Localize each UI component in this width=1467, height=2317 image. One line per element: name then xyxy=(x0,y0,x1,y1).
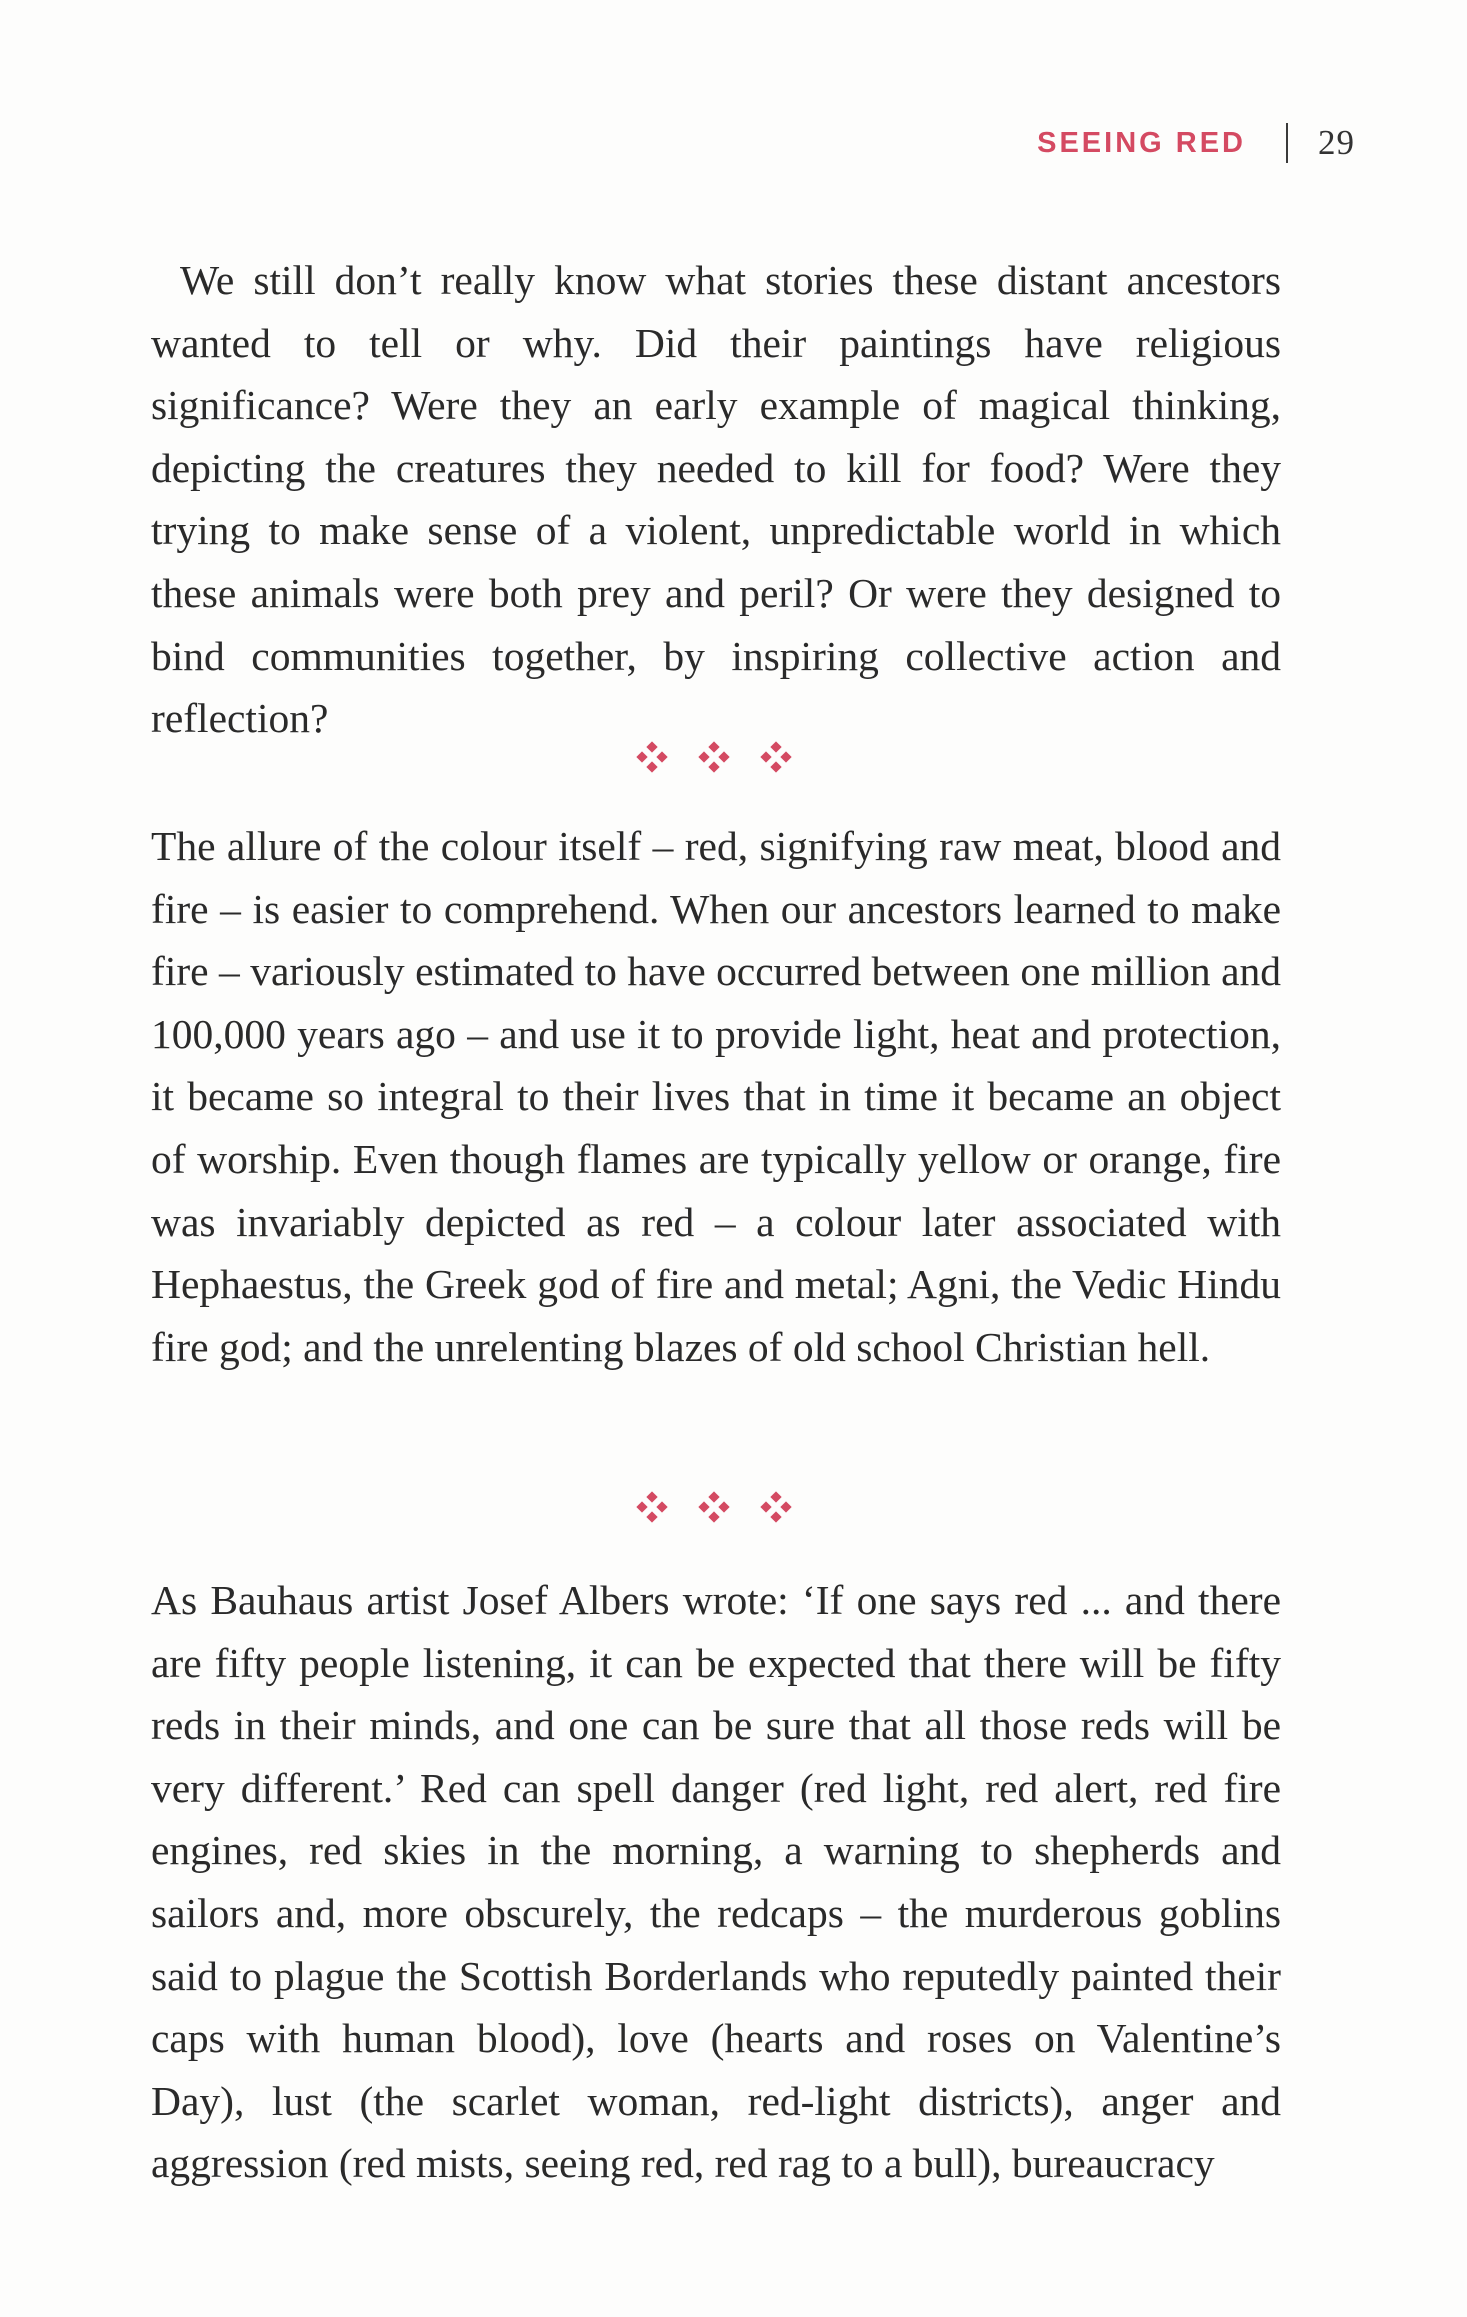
fleuron-icon xyxy=(696,1489,732,1525)
page-number: 29 xyxy=(1318,123,1355,162)
paragraph-3: As Bauhaus artist Josef Albers wrote: ‘If one says red ... and there are fifty people listening, it can be expected that there will be fifty reds in their minds, and one can be sure that all those reds will be very different.’ Red can spell danger (red light, red alert, red fire engines, red skies in the morning, a warning to shepherds and sailors and, more obscurely, the redcaps – the murderous goblins said to plague the Scottish Borderlands who reputedly painted their caps with human blood), love (hearts and roses on Valentine’s Day), lust (the scarlet woman, red-light districts), anger and aggression (red mists, seeing red, red rag to a bull), bureaucracy xyxy=(151,1577,1281,2187)
running-head xyxy=(1037,118,1355,168)
paragraph-1: We still don’t really know what stories these distant ancestors wanted to tell or why. Did their paintings have religious significance? Were they an early example of magical thinking, depicting the creatures they needed to kill for food? Were they trying to make sense of a violent, unpredictable world in which these animals were both prey and peril? Or were they designed to bind communities together, by inspiring collective action and reflection? xyxy=(151,257,1281,742)
section-break-ornament xyxy=(634,737,794,777)
section-title: SEEING RED xyxy=(1037,126,1246,159)
section-break-ornament xyxy=(634,1487,794,1527)
paragraph-2: The allure of the colour itself – red, signifying raw meat, blood and fire – is easier to comprehend. When our ancestors learned to make fire – variously estimated to have occurred between one million and 100,000 years ago – and use it to provide light, heat and protection, it became so integral to their lives that in time it became an object of worship. Even though flames are typically yellow or orange, fire was invariably depicted as red – a colour later associated with Hephaestus, the Greek god of fire and metal; Agni, the Vedic Hindu fire god; and the unrelenting blazes of old school Christian hell. xyxy=(151,823,1281,1370)
fleuron-icon xyxy=(696,739,732,775)
fleuron-icon xyxy=(634,1489,670,1525)
fleuron-icon xyxy=(758,1489,794,1525)
fleuron-icon xyxy=(634,739,670,775)
fleuron-icon xyxy=(758,739,794,775)
header-divider xyxy=(1286,123,1288,163)
